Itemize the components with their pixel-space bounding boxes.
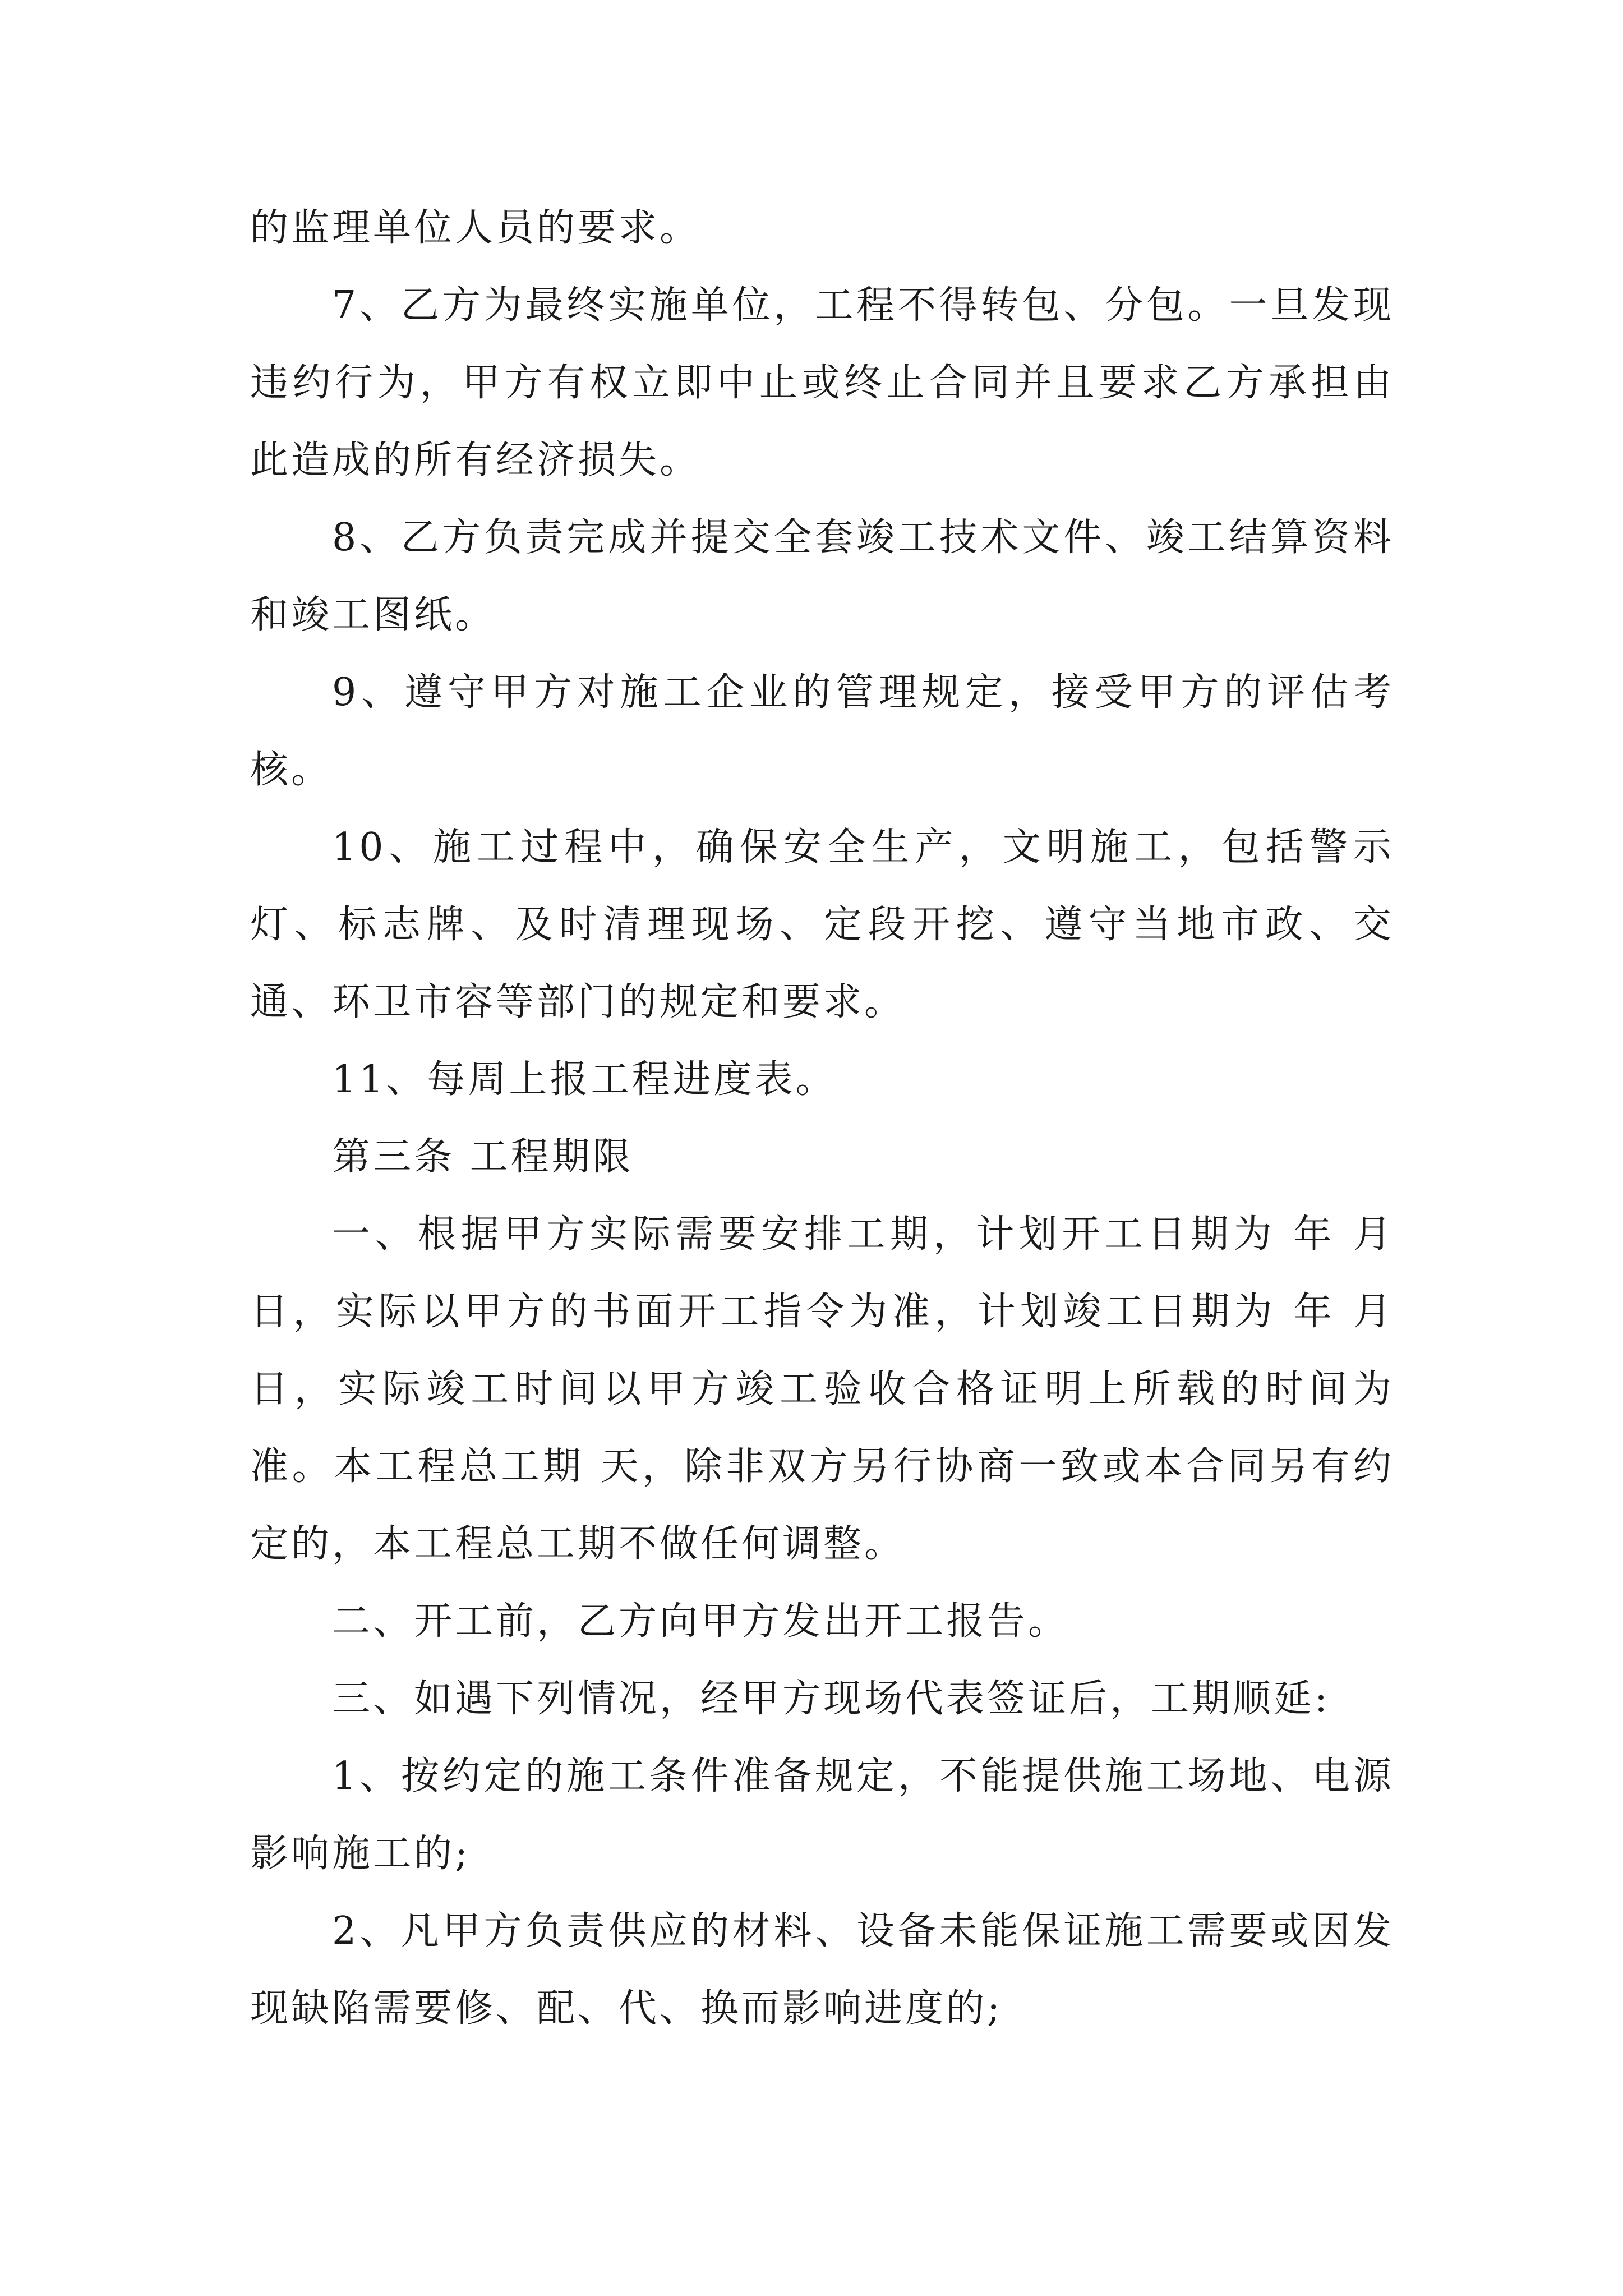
- paragraph-sub-item-1: 1、按约定的施工条件准备规定，不能提供施工场地、电源影响施工的;: [250, 1754, 1394, 1876]
- section-heading-article-3: 第三条 工程期限: [332, 1135, 634, 1179]
- paragraph-article-3-item-3: 三、如遇下列情况，经甲方现场代表签证后，工期顺延:: [332, 1677, 1330, 1721]
- paragraph-clause-7: 7、乙方为最终实施单位，工程不得转包、分包。一旦发现违约行为，甲方有权立即中止或终止合同并且要求乙方承担由此造成的所有经济损失。: [250, 283, 1394, 482]
- paragraph-sub-item-2: 2、凡甲方负责供应的材料、设备未能保证施工需要或因发现缺陷需要修、配、代、换而影响进度的;: [250, 1909, 1394, 2031]
- paragraph-continuation: 的监理单位人员的要求。: [250, 206, 701, 250]
- paragraph-clause-11: 11、每周上报工程进度表。: [332, 1057, 837, 1102]
- paragraph-article-3-item-1: 一、根据甲方实际需要安排工期，计划开工日期为 年 月 日，实际以甲方的书面开工指令为准，计划竣工日期为 年 月 日，实际竣工时间以甲方竣工验收合格证明上所载的时间为准。本工程总工期 天，除非双方另行协商一致或本合同另有约定的，本工程总工期不做任何调整。: [250, 1212, 1394, 1566]
- paragraph-clause-9: 9、遵守甲方对施工企业的管理规定，接受甲方的评估考核。: [250, 670, 1394, 792]
- paragraph-clause-8: 8、乙方负责完成并提交全套竣工技术文件、竣工结算资料和竣工图纸。: [250, 516, 1394, 637]
- paragraph-article-3-item-2: 二、开工前，乙方向甲方发出开工报告。: [332, 1599, 1069, 1644]
- paragraph-clause-10: 10、施工过程中，确保安全生产，文明施工，包括警示灯、标志牌、及时清理现场、定段开挖、遵守当地市政、交通、环卫市容等部门的规定和要求。: [250, 825, 1394, 1024]
- contract-body: [250, 190, 1394, 2047]
